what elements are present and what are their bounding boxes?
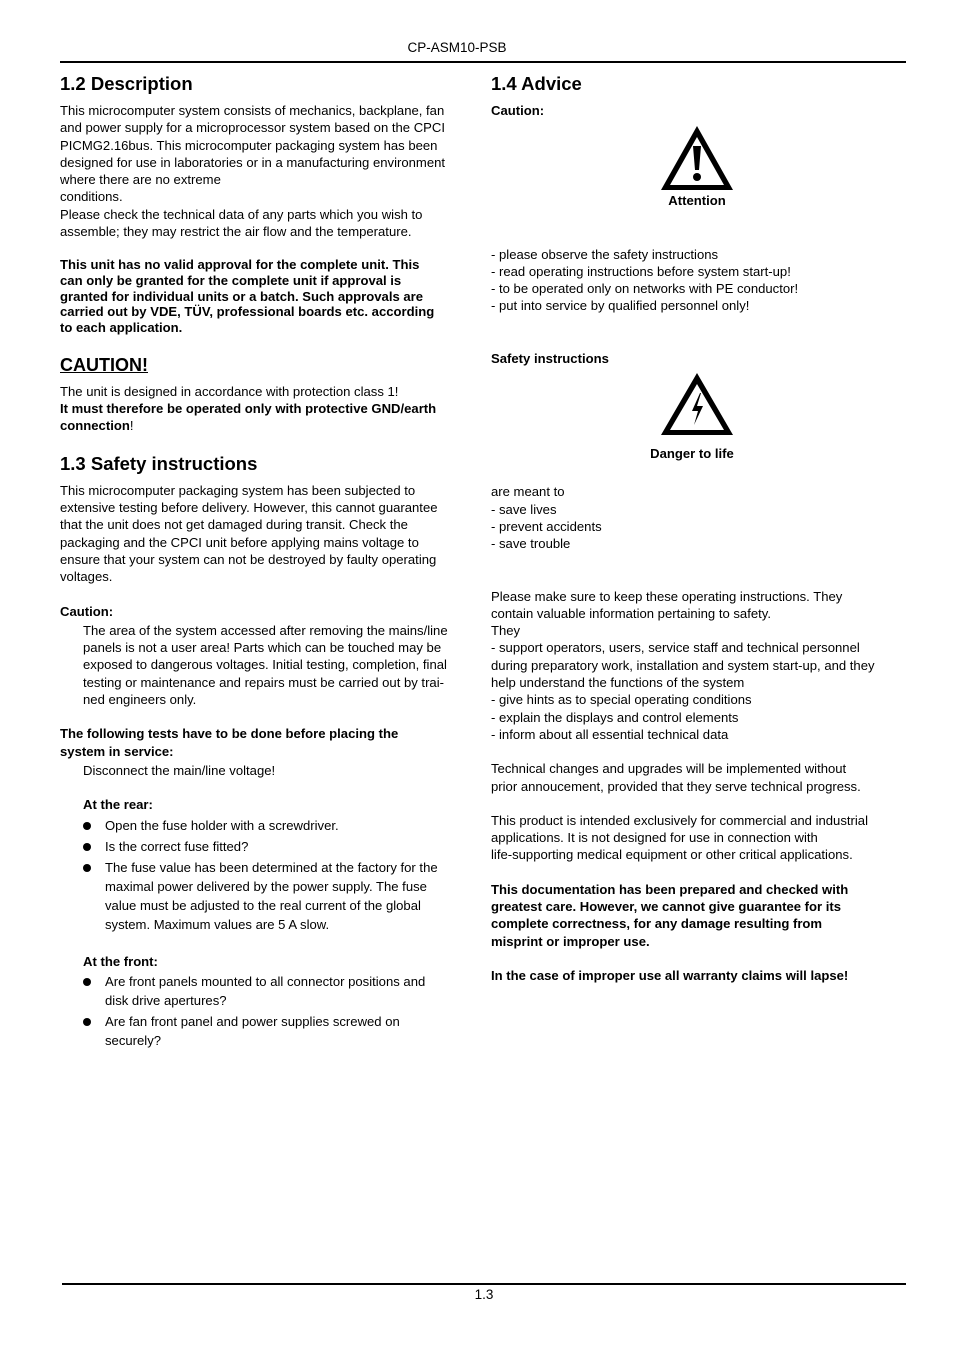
attention-list: - please observe the safety instructions - read operating instructions before system start-up! - to be operated only on networks with PE conductor! - put into service by qualified personnel only! [491, 246, 799, 314]
caution-text: The unit is designed in accordance with protection class 1! It must therefore be operated only with protective GND/earth connection! [60, 383, 437, 434]
documentation-disclaimer: This documentation has been prepared and checked with greatest care. However, we cannot give guarantee for its complete correctness, for any damage resulting from misprint or improper use. [491, 881, 849, 949]
rear-label: At the rear: [83, 797, 153, 813]
bullet-icon [83, 864, 91, 872]
bullet-icon [83, 843, 91, 851]
safety-heading: 1.3 Safety instructions [60, 452, 258, 474]
list-item: Is the correct fuse fitted? [83, 837, 472, 856]
footer-rule [62, 1283, 906, 1285]
warning-exclamation-icon [659, 124, 735, 192]
left-column [60, 72, 472, 1052]
list-item: Are front panels mounted to all connector positions and disk drive apertures? [83, 972, 472, 1010]
danger-caption: Danger to life [650, 446, 734, 462]
advice-para1: Please make sure to keep these operating instructions. They contain valuable information pertaining to safety. They - support operators, users, service staff and technical personnel during preparatory work, installation and system start-up, and they help understand the functions of the system - give hints as to special operating conditions - explain the displays and control elements - inform about all essential technical data [491, 588, 875, 742]
bullet-icon [83, 1018, 91, 1026]
bullet-icon [83, 822, 91, 830]
approval-notice: This unit has no valid approval for the complete unit. This can only be granted for the complete unit if approval is granted for individual units or a batch. Such approvals are carried out by VDE, TÜV, professional boards etc. according to each application. [60, 257, 435, 336]
safety-instructions-label: Safety instructions [491, 350, 609, 366]
advice-para2: Technical changes and upgrades will be implemented without prior annoucement, provided that they serve technical progress. [491, 761, 861, 794]
description-heading: 1.2 Description [60, 73, 193, 94]
rear-checklist [60, 816, 472, 934]
advice-para3: This product is intended exclusively for commercial and industrial applications. It is not designed for use in connection with life-supporting medical equipment or other critical applications. [491, 812, 868, 863]
bullet-icon [83, 978, 91, 986]
front-label: At the front: [83, 953, 158, 969]
list-item: The fuse value has been determined at the factory for the maximal power delivered by the power supply. The fuse value must be adjusted to the real current of the global system. Maximum values are 5 A slow. [83, 858, 472, 934]
front-checklist [60, 972, 472, 1050]
description-para1: This microcomputer system consists of mechanics, backplane, fan and power supply for a microprocessor system based on the CPCI PICMG2.16bus. This microcomputer packaging system has been designed for use in laboratories or in a manufacturing environment where there are no extreme conditions. [60, 103, 446, 205]
advice-caution-label: Caution: [491, 103, 545, 118]
advice-heading: 1.4 Advice [491, 73, 582, 94]
safety-caution-text: The area of the system accessed after removing the mains/line panels is not a user area! Parts which can be touched may be exposed to dangerous voltages. Initial testing, completion, final testing or maintenance and repairs must be carried out by trai- ned engineers only. [83, 622, 448, 708]
document-title: CP-ASM10-PSB [407, 40, 507, 55]
attention-caption: Attention [668, 193, 726, 209]
high-voltage-icon [659, 371, 735, 437]
caution-heading: CAUTION! [60, 354, 148, 375]
safety-para1: This microcomputer packaging system has been subjected to extensive testing before delivery. However, this cannot guarantee that the unit does not get damaged during transit. Check the packaging and the CPCI unit before applying mains voltage to ensure that your system can not be destroyed by faulty operating voltages. [60, 482, 438, 585]
list-item: Open the fuse holder with a screwdriver. [83, 816, 472, 835]
disconnect-text: Disconnect the main/line voltage! [83, 762, 276, 778]
meant-list: are meant to - save lives - prevent accidents - save trouble [491, 484, 602, 552]
warranty-notice: In the case of improper use all warranty claims will lapse! [491, 967, 849, 983]
description-para2: Please check the technical data of any parts which you wish to assemble; they may restrict the air flow and the temperature. [60, 206, 423, 240]
tests-label: The following tests have to be done before placing the system in service: [60, 726, 399, 759]
safety-caution-label: Caution: [60, 603, 114, 619]
list-item: Are fan front panel and power supplies screwed on securely? [83, 1012, 472, 1050]
page-number: 1.3 [474, 1287, 494, 1302]
right-column [491, 72, 903, 984]
header-rule [60, 61, 906, 63]
